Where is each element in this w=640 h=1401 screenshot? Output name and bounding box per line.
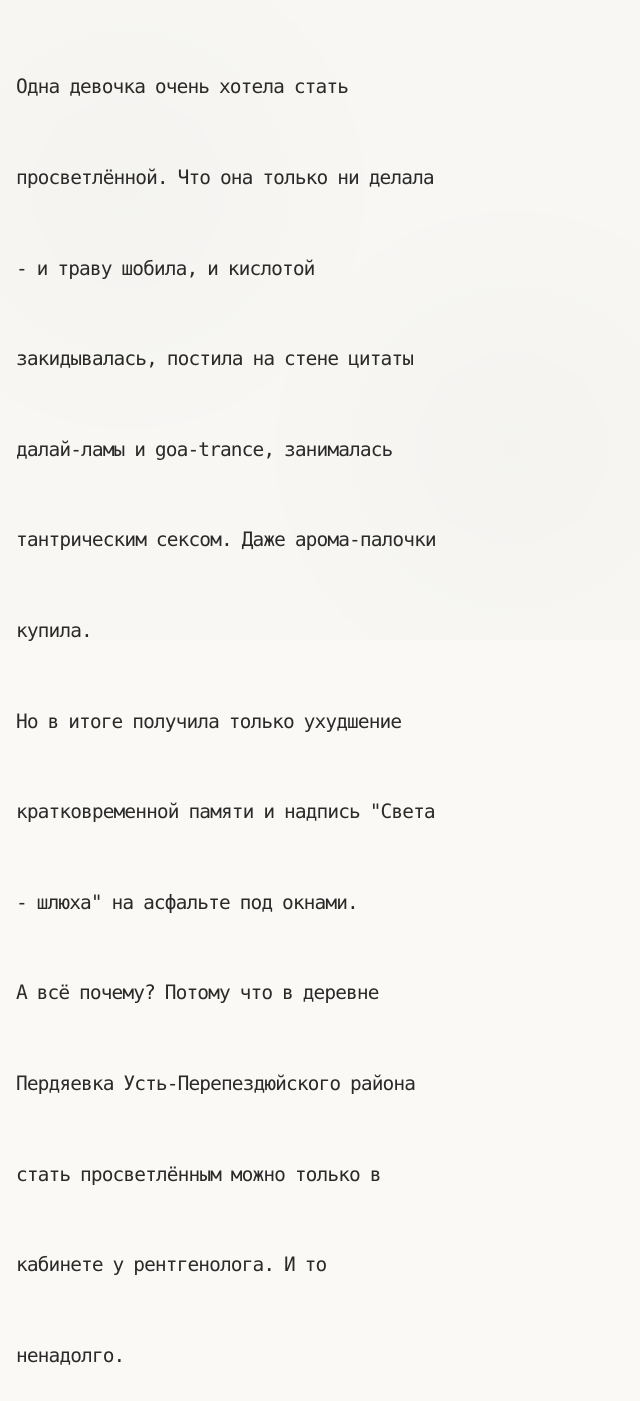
- text-line: - и траву шобила, и кислотой: [16, 256, 315, 280]
- text-line: Но в итоге получила только ухудшение: [16, 709, 402, 733]
- text-line: тантрическим сексом. Даже арома-палочки: [16, 528, 436, 552]
- text-line: купила.: [16, 618, 92, 642]
- text-line: стать просветлённым можно только в: [16, 1162, 381, 1186]
- text-line: просветлённой. Что она только ни делала: [16, 166, 434, 189]
- story-text: [16, 12, 628, 1401]
- text-line: закидывалась, постила на стене цитаты: [16, 347, 414, 371]
- text-line: кабинете у рентгенолога. И то: [16, 1253, 327, 1277]
- text-line: ненадолго.: [16, 1343, 125, 1367]
- text-line: Пердяевка Усть-Перепездюйского района: [16, 1071, 416, 1095]
- text-line: кратковременной памяти и надпись "Света: [16, 800, 435, 824]
- text-line: А всё почему? Потому что в деревне: [16, 981, 379, 1005]
- text-line: - шлюха" на асфальте под окнами.: [16, 890, 358, 914]
- text-line: далай-ламы и goa-trance, занималась: [16, 437, 393, 461]
- text-line: Одна девочка очень хотела стать: [16, 75, 349, 99]
